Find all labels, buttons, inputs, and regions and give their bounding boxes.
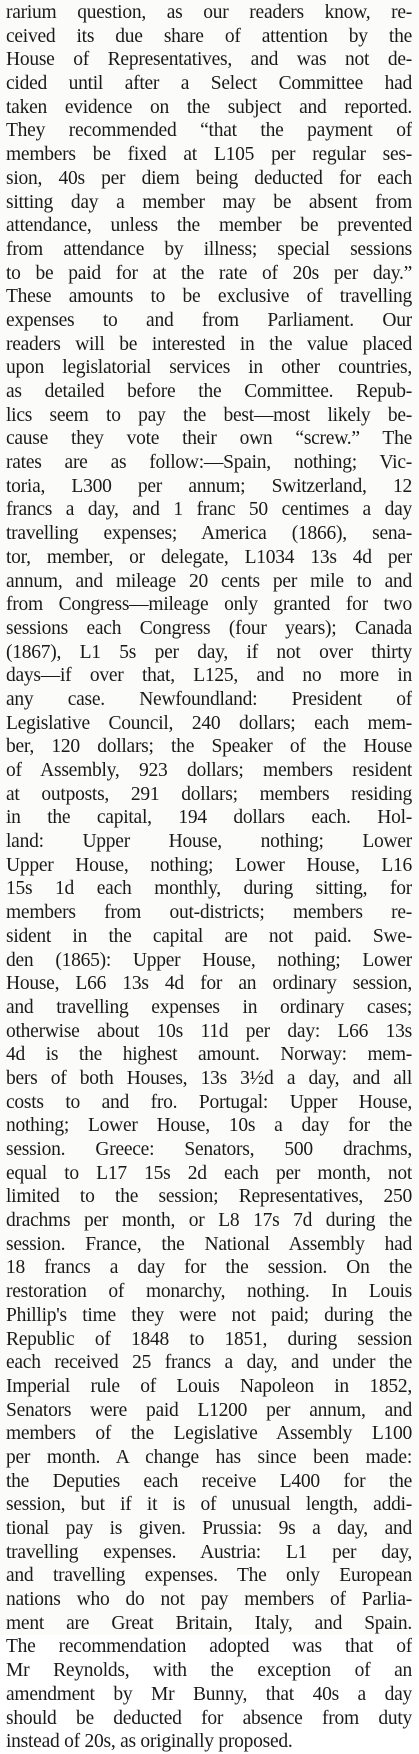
text-line: cided until after a Select Committee had [6,73,412,95]
text-line: toria, L300 per annum; Switzerland, 12 [6,475,412,497]
text-line: sion, 40s per diem being deducted for each [6,167,412,189]
text-line: They recommended “that the payment of [6,120,412,142]
text-line: limited to the session; Representatives, 250 [6,1186,412,1208]
text-line: at outposts, 291 dollars; members residing [6,783,412,805]
text-line: Phillip's time they were not paid; during the [6,1304,412,1326]
text-line: from Congress—mileage only granted for two [6,594,412,616]
text-line: These amounts to be exclusive of travelling [6,286,412,308]
text-line: sident in the capital are not paid. Swe- [6,925,412,947]
text-line: the Deputies each receive L400 for the [6,1470,412,1492]
text-line: taken evidence on the subject and reported. [6,96,412,118]
text-line: session, but if it is of unusual length, addi- [6,1494,412,1516]
text-line: (1867), L1 5s per day, if not over thirty [6,641,412,663]
text-line: travelling expenses; America (1866), sena- [6,523,412,545]
text-line: any case. Newfoundland: President of [6,688,412,710]
text-line: The recommendation adopted was that of [6,1636,412,1658]
text-line: attendance, unless the member be prevented [6,215,412,237]
text-line: lics seem to pay the best—most likely be- [6,404,412,426]
text-line: annum, and mileage 20 cents per mile to and [6,570,412,592]
text-line: bers of both Houses, 13s 3½d a day, and all [6,1067,412,1089]
text-line: from attendance by illness; special sessions [6,238,412,260]
text-line: costs to and fro. Portugal: Upper House, [6,1091,412,1113]
text-line: Mr Reynolds, with the exception of an [6,1660,412,1682]
text-line: instead of 20s, as originally proposed. [6,1731,293,1753]
text-line: ment are Great Britain, Italy, and Spain. [6,1612,412,1634]
text-line: cause they vote their own “screw.” The [6,428,412,450]
text-line: Senators were paid L1200 per annum, and [6,1399,412,1421]
text-line: nations who do not pay members of Parlia- [6,1589,412,1611]
text-line: land: Upper House, nothing; Lower [6,831,412,853]
text-line: 18 francs a day for the session. On the [6,1257,412,1279]
text-line: days—if over that, L125, and no more in [6,665,412,687]
text-line: Republic of 1848 to 1851, during session [6,1328,412,1350]
text-line: members from out-districts; members re- [6,902,412,924]
text-line: francs a day, and 1 franc 50 centimes a day [6,499,412,521]
text-line: to be paid for at the rate of 20s per day.” [6,262,412,284]
text-line: tional pay is given. Prussia: 9s a day, and [6,1518,412,1539]
text-line: Legislative Council, 240 dollars; each mem- [6,712,412,734]
text-line: in the capital, 194 dollars each. Hol- [6,807,412,829]
text-line: House, L66 13s 4d for an ordinary session, [6,973,412,995]
text-line: and travelling expenses in ordinary cases; [6,996,412,1018]
text-line: ceived its due share of attention by the [6,25,412,47]
text-line: nothing; Lower House, 10s a day for the [6,1115,412,1137]
text-line: tor, member, or delegate, L1034 13s 4d per [6,546,412,568]
text-line: rates are as follow:—Spain, nothing; Vic- [6,452,412,474]
text-line: session. France, the National Assembly had [6,1233,412,1255]
text-line: amendment by Mr Bunny, that 40s a day [6,1683,412,1705]
text-line: as detailed before the Committee. Repub- [6,381,412,402]
text-line: House of Representatives, and was not de- [6,49,412,71]
text-line: restoration of monarchy, nothing. In Louis [6,1281,412,1303]
text-line: should be deducted for absence from duty [6,1707,412,1729]
text-line: otherwise about 10s 11d per day: L66 13s [6,1020,412,1042]
text-line: Imperial rule of Louis Napoleon in 1852, [6,1375,412,1397]
text-line: and travelling expenses. The only European [6,1565,412,1587]
text-line: equal to L17 15s 2d each per month, not [6,1162,412,1184]
text-line: travelling expenses. Austria: L1 per day, [6,1541,412,1563]
text-line: sitting day a member may be absent from [6,191,412,213]
text-line: upon legislatorial services in other countries, [6,357,412,379]
text-line: 15s 1d each monthly, during sitting, for [6,878,412,900]
text-line: Upper House, nothing; Lower House, L16 [6,854,412,876]
text-line: ber, 120 dollars; the Speaker of the House [6,736,412,758]
text-line: of Assembly, 923 dollars; members resident [6,760,412,781]
text-line: members of the Legislative Assembly L100 [6,1423,412,1445]
text-line: den (1865): Upper House, nothing; Lower [6,949,412,971]
text-line: per month. A change has since been made: [6,1446,412,1468]
text-line: readers will be interested in the value placed [6,333,412,355]
text-line: session. Greece: Senators, 500 drachms, [6,1139,412,1160]
text-line: sessions each Congress (four years); Canada [6,617,412,639]
text-line: members be fixed at L105 per regular ses- [6,144,412,166]
text-line: rarium question, as our readers know, re- [6,2,412,23]
text-line: 4d is the highest amount. Norway: mem- [6,1044,412,1066]
text-line: drachms per month, or L8 17s 7d during the [6,1210,412,1232]
text-line: each received 25 francs a day, and under the [6,1352,412,1374]
text-line: expenses to and from Parliament. Our [6,309,412,331]
